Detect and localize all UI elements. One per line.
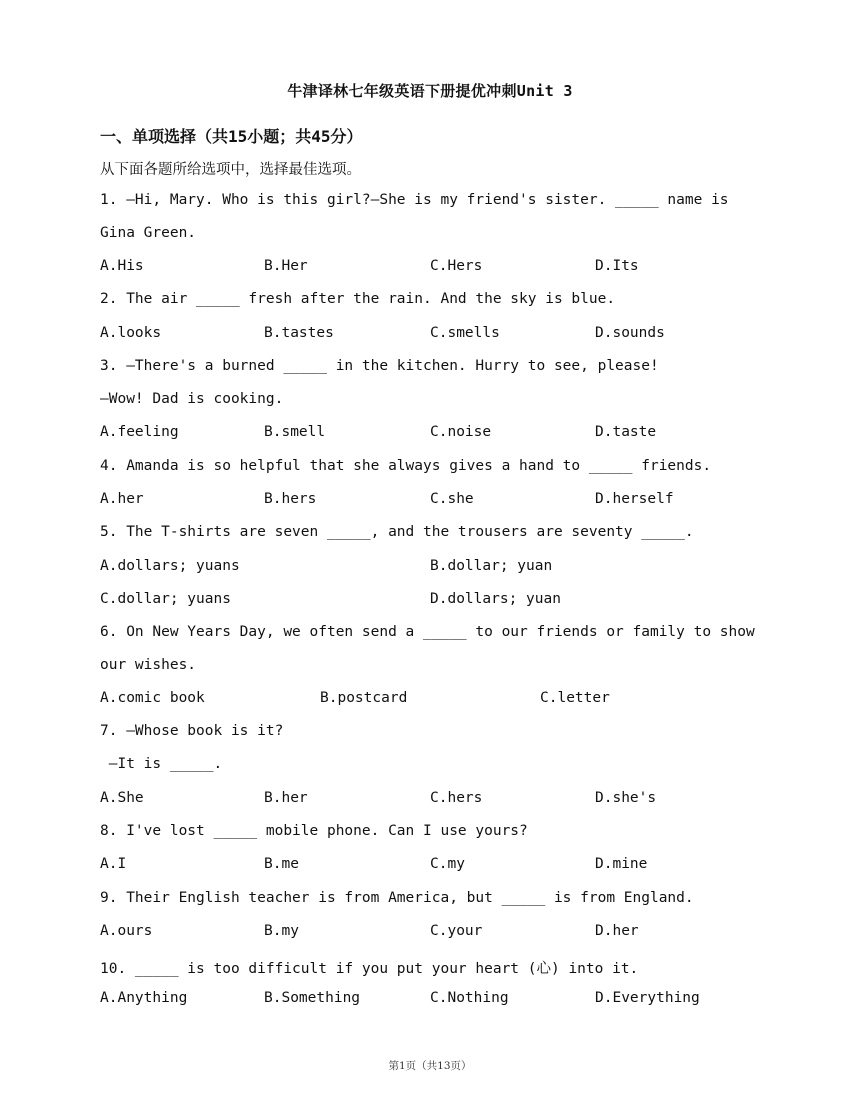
question-2-option-b: B.tastes xyxy=(264,325,334,341)
question-4-option-c: C.she xyxy=(430,491,474,507)
question-6-option-b: B.postcard xyxy=(320,690,408,706)
question-3-option-b: B.smell xyxy=(264,424,326,440)
question-1-option-d: D.Its xyxy=(595,258,639,274)
section-heading: 一、单项选择（共15小题；共45分） xyxy=(100,127,363,146)
question-1-option-a: A.His xyxy=(100,258,144,274)
question-3-option-d: D.taste xyxy=(595,424,657,440)
question-10-line-1: 10. _____ is too difficult if you put your heart (心) into it. xyxy=(100,961,639,977)
question-7-option-d: D.she's xyxy=(595,790,657,806)
question-4-line-1: 4. Amanda is so helpful that she always gives a hand to _____ friends. xyxy=(100,458,712,474)
question-10-option-b: B.Something xyxy=(264,990,361,1006)
question-8-option-b: B.me xyxy=(264,856,299,872)
question-7-option-c: C.hers xyxy=(430,790,483,806)
question-3-option-a: A.feeling xyxy=(100,424,179,440)
question-2-option-c: C.smells xyxy=(430,325,500,341)
question-6-option-a: A.comic book xyxy=(100,690,205,706)
question-4-option-a: A.her xyxy=(100,491,144,507)
question-5-option-d: D.dollars; yuan xyxy=(430,591,561,607)
question-1-option-b: B.Her xyxy=(264,258,308,274)
question-3-option-c: C.noise xyxy=(430,424,492,440)
question-2-line-1: 2. The air _____ fresh after the rain. And the sky is blue. xyxy=(100,291,616,307)
question-8-option-c: C.my xyxy=(430,856,465,872)
question-4-option-b: B.hers xyxy=(264,491,317,507)
question-5-option-b: B.dollar; yuan xyxy=(430,558,553,574)
question-4-option-d: D.herself xyxy=(595,491,674,507)
question-9-option-c: C.your xyxy=(430,923,483,939)
question-3-line-2: —Wow! Dad is cooking. xyxy=(100,391,284,407)
question-10-option-d: D.Everything xyxy=(595,990,700,1006)
question-5-option-a: A.dollars; yuans xyxy=(100,558,240,574)
instruction-text: 从下面各题所给选项中，选择最佳选项。 xyxy=(100,162,361,178)
question-1-line-1: 1. —Hi, Mary. Who is this girl?—She is my friend's sister. _____ name is xyxy=(100,192,729,208)
question-7-option-b: B.her xyxy=(264,790,308,806)
question-1-line-2: Gina Green. xyxy=(100,225,197,241)
question-6-line-1: 6. On New Years Day, we often send a _____ to our friends or family to show xyxy=(100,624,755,640)
question-3-line-1: 3. —There's a burned _____ in the kitchen. Hurry to see, please! xyxy=(100,358,659,374)
question-9-option-d: D.her xyxy=(595,923,639,939)
question-8-option-a: A.I xyxy=(100,856,127,872)
question-10-option-a: A.Anything xyxy=(100,990,188,1006)
question-5-option-c: C.dollar; yuans xyxy=(100,591,231,607)
question-5-line-1: 5. The T-shirts are seven _____, and the trousers are seventy _____. xyxy=(100,524,694,540)
question-2-option-d: D.sounds xyxy=(595,325,665,341)
question-10-option-c: C.Nothing xyxy=(430,990,509,1006)
page-footer: 第1页（共13页） xyxy=(388,1060,472,1072)
question-7-line-1: 7. —Whose book is it? xyxy=(100,723,284,739)
question-9-option-b: B.my xyxy=(264,923,299,939)
question-6-option-c: C.letter xyxy=(540,690,610,706)
question-7-line-2: —It is _____. xyxy=(100,756,223,772)
question-6-line-2: our wishes. xyxy=(100,657,197,673)
question-8-option-d: D.mine xyxy=(595,856,648,872)
question-9-line-1: 9. Their English teacher is from America, but _____ is from England. xyxy=(100,890,694,906)
question-9-option-a: A.ours xyxy=(100,923,153,939)
page-title: 牛津译林七年级英语下册提优冲刺Unit 3 xyxy=(287,82,573,100)
question-7-option-a: A.She xyxy=(100,790,144,806)
question-1-option-c: C.Hers xyxy=(430,258,483,274)
question-8-line-1: 8. I've lost _____ mobile phone. Can I use yours? xyxy=(100,823,528,839)
question-2-option-a: A.looks xyxy=(100,325,162,341)
